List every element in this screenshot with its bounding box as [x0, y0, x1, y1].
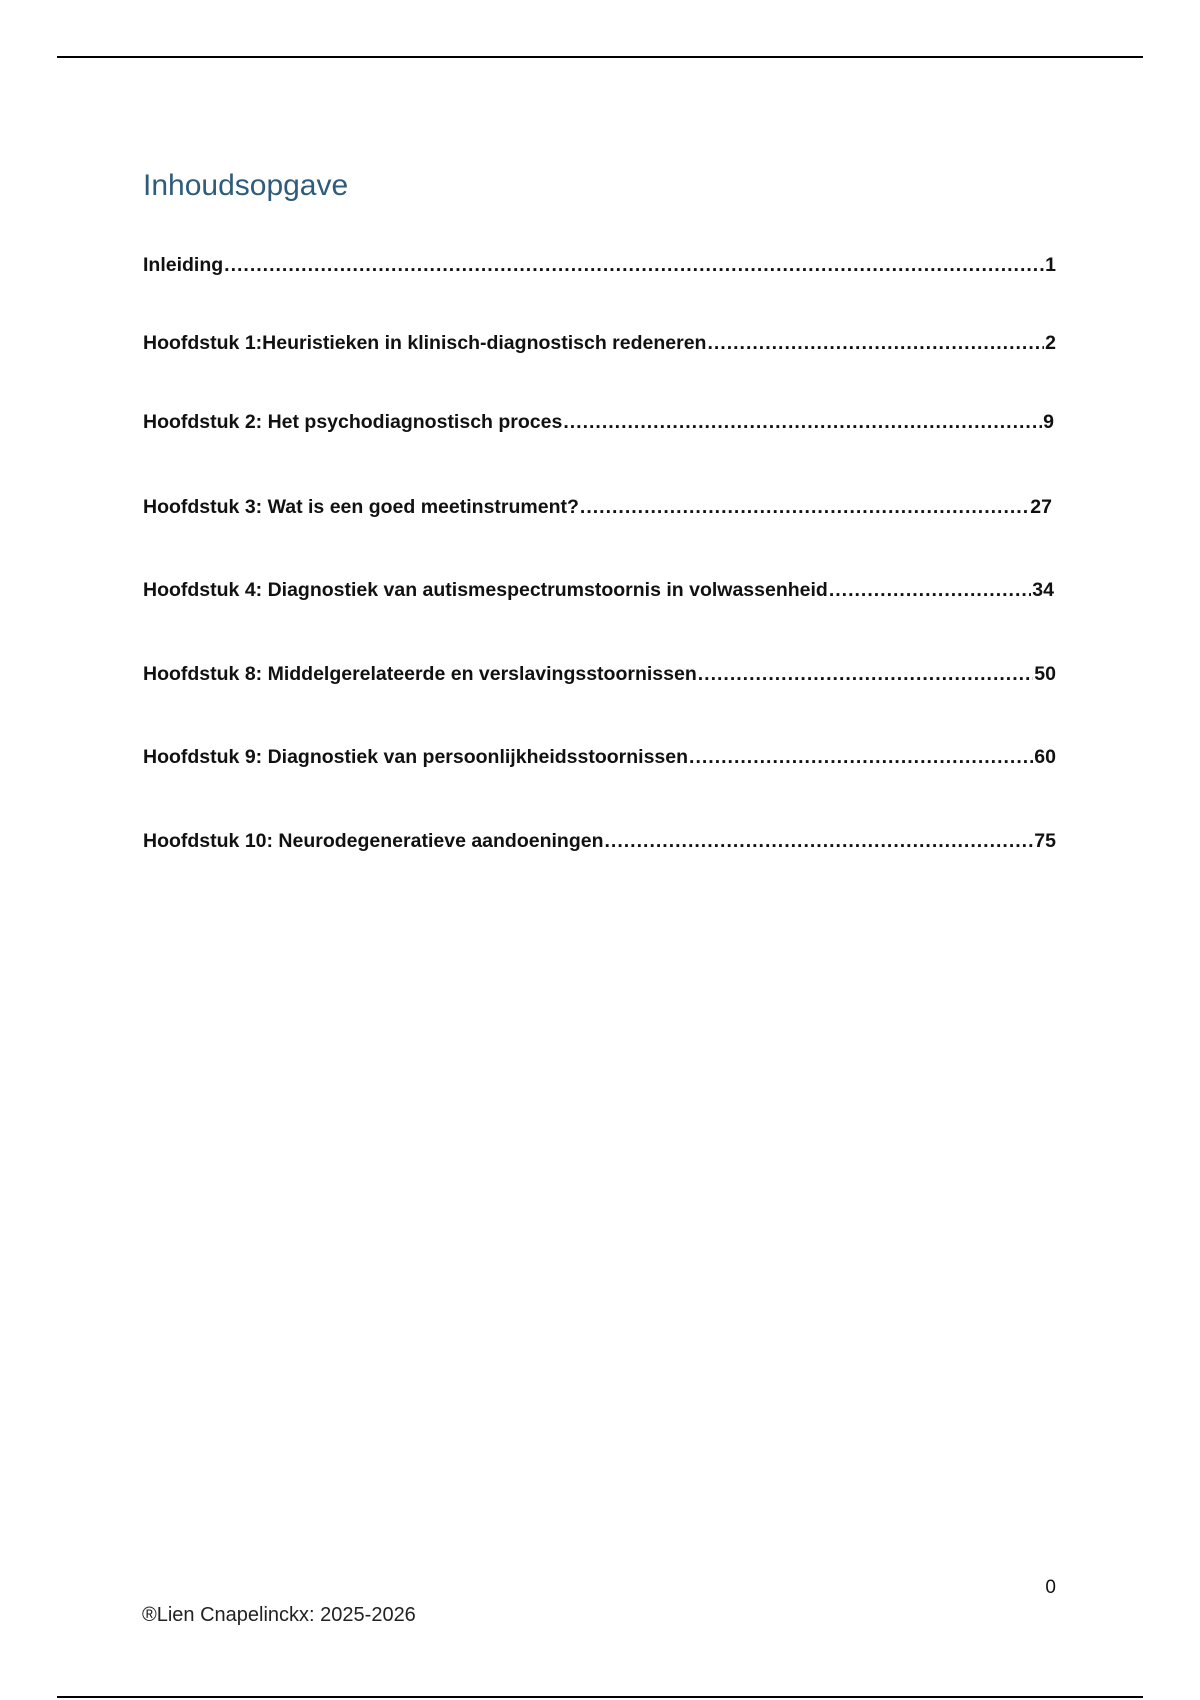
bottom-rule — [57, 1696, 1143, 1698]
toc-entry-page: 9 — [1043, 411, 1054, 433]
toc-entry-page: 27 — [1030, 496, 1052, 518]
toc-entry-hoofdstuk-9[interactable] — [143, 744, 1056, 770]
toc-leader-dots — [707, 330, 1044, 356]
toc-entry-page: 34 — [1032, 579, 1054, 601]
toc-entry-page: 75 — [1034, 830, 1056, 852]
toc-entry-hoofdstuk-2[interactable] — [143, 409, 1054, 435]
page-number: 0 — [1045, 1577, 1056, 1598]
toc-entry-label: Inleiding — [143, 254, 224, 276]
toc-leader-dots — [605, 828, 1034, 854]
toc-entry-label: Hoofdstuk 8: Middelgerelateerde en verslavingsstoornissen — [143, 663, 697, 685]
toc-entry-page: 2 — [1045, 332, 1056, 354]
toc-leader-dots — [224, 252, 1044, 278]
toc-entry-label: Hoofdstuk 10: Neurodegeneratieve aandoeningen — [143, 830, 604, 852]
toc-entry-page: 60 — [1034, 746, 1056, 768]
toc-leader-dots — [698, 661, 1034, 687]
toc-title: Inhoudsopgave — [143, 169, 349, 202]
toc-entry-inleiding[interactable] — [143, 252, 1056, 278]
toc-leader-dots — [563, 409, 1042, 435]
top-rule — [57, 56, 1143, 58]
footer-copyright: ®Lien Cnapelinckx: 2025-2026 — [142, 1604, 416, 1626]
toc-leader-dots — [829, 577, 1031, 603]
toc-entry-label: Hoofdstuk 9: Diagnostiek van persoonlijkheidsstoornissen — [143, 746, 689, 768]
toc-entry-page: 1 — [1045, 254, 1056, 276]
toc-entry-page: 50 — [1034, 663, 1056, 685]
toc-entry-label: Hoofdstuk 1:Heuristieken in klinisch-diagnostisch redeneren — [143, 332, 707, 354]
toc-entry-hoofdstuk-10[interactable] — [143, 828, 1056, 854]
toc-leader-dots — [580, 494, 1029, 520]
toc-entry-hoofdstuk-1[interactable] — [143, 330, 1056, 356]
toc-entry-hoofdstuk-3[interactable] — [143, 494, 1052, 520]
toc-entry-label: Hoofdstuk 3: Wat is een goed meetinstrument? — [143, 496, 579, 518]
toc-entry-hoofdstuk-8[interactable] — [143, 661, 1056, 687]
toc-leader-dots — [689, 744, 1033, 770]
toc-entry-hoofdstuk-4[interactable] — [143, 577, 1054, 603]
toc-entry-label: Hoofdstuk 4: Diagnostiek van autismespectrumstoornis in volwassenheid — [143, 579, 828, 601]
toc-entry-label: Hoofdstuk 2: Het psychodiagnostisch proces — [143, 411, 563, 433]
